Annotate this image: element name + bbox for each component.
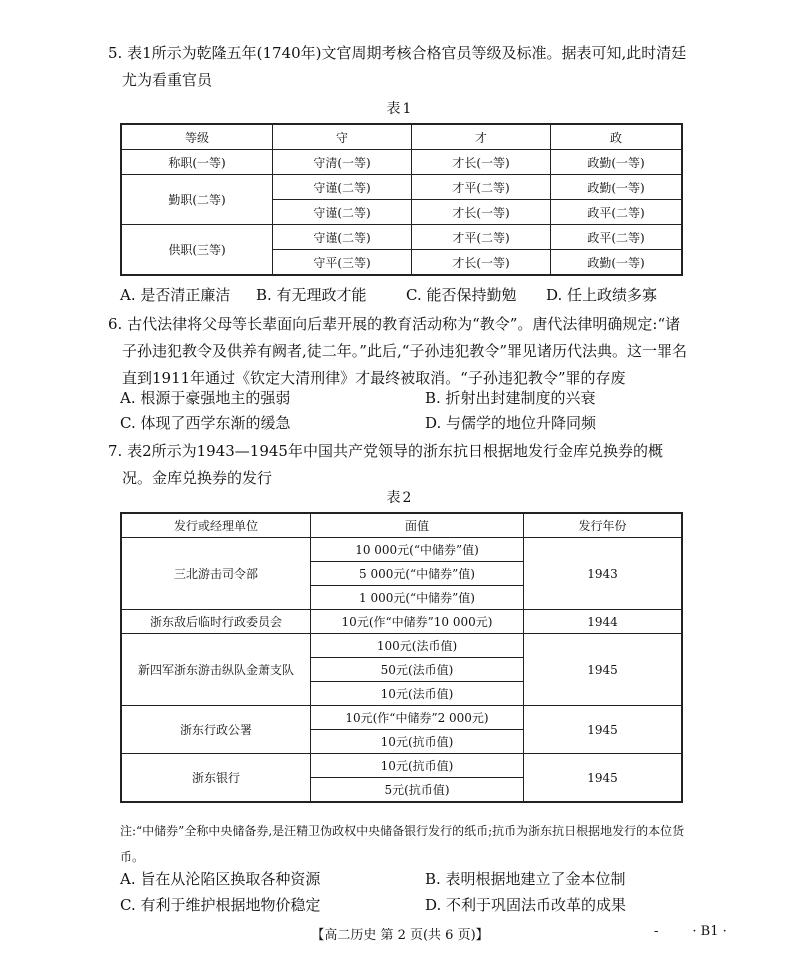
table-header: 等级 bbox=[121, 124, 273, 150]
option-a: A. 旨在从沦陷区换取各种资源 bbox=[120, 870, 321, 888]
footer-mark bbox=[654, 924, 727, 939]
option-a: A. 是否清正廉洁 bbox=[120, 286, 231, 304]
table-header: 才 bbox=[412, 124, 551, 150]
table-row bbox=[121, 175, 682, 200]
table-cell: 守谨(二等) bbox=[273, 200, 412, 225]
table-cell: 浙东行政公署 bbox=[121, 706, 311, 754]
option-d: D. 不利于巩固法币改革的成果 bbox=[425, 896, 627, 914]
option-d: D. 与儒学的地位升降同频 bbox=[425, 414, 597, 432]
table-cell: 才长(一等) bbox=[412, 250, 551, 276]
table-cell: 才长(一等) bbox=[412, 150, 551, 175]
table-cell: 政勤(一等) bbox=[551, 150, 683, 175]
option-c: C. 体现了西学东渐的缓急 bbox=[120, 414, 291, 432]
table-row bbox=[121, 706, 682, 730]
table-cell: 10元(抗币值) bbox=[311, 730, 524, 754]
table-cell: 1945 bbox=[524, 634, 683, 706]
table-cell: 新四军浙东游击纵队金萧支队 bbox=[121, 634, 311, 706]
table-cell: 供职(三等) bbox=[121, 225, 273, 276]
table-cell: 50元(法币值) bbox=[311, 658, 524, 682]
table-header: 面值 bbox=[311, 513, 524, 538]
table-cell: 10元(作“中储券”10 000元) bbox=[311, 610, 524, 634]
question-6-options-row1 bbox=[120, 387, 596, 408]
table-cell: 5元(抗币值) bbox=[311, 778, 524, 803]
table-cell: 10元(法币值) bbox=[311, 682, 524, 706]
option-c: C. 能否保持勤勉 bbox=[406, 286, 517, 304]
table-cell: 守谨(二等) bbox=[273, 225, 412, 250]
footer-dash: - bbox=[654, 924, 659, 939]
table-cell: 勤职(二等) bbox=[121, 175, 273, 225]
option-c: C. 有利于维护根据地物价稳定 bbox=[120, 896, 321, 914]
question-7 bbox=[108, 438, 688, 492]
table-cell: 10元(作“中储券”2 000元) bbox=[311, 706, 524, 730]
table-cell: 政勤(一等) bbox=[551, 175, 683, 200]
table-cell: 政平(二等) bbox=[551, 200, 683, 225]
table-2-note: 注:“中储券”全称中央储备券,是汪精卫伪政权中央储备银行发行的纸币;抗币为浙东抗日根据地发行的本位货币。 bbox=[120, 824, 685, 864]
question-7-stem: 7. 表2所示为1943—1945年中国共产党领导的浙东抗日根据地发行金库兑换券的概况。金库兑换券的发行 bbox=[108, 442, 663, 487]
table-header: 政 bbox=[551, 124, 683, 150]
table-cell: 1944 bbox=[524, 610, 683, 634]
question-7-options-row2 bbox=[120, 894, 626, 915]
table-row bbox=[121, 225, 682, 250]
table-cell: 1943 bbox=[524, 538, 683, 610]
table-row bbox=[121, 150, 682, 175]
question-7-options-row1 bbox=[120, 868, 626, 889]
table-cell: 守平(三等) bbox=[273, 250, 412, 276]
question-5-stem: 5. 表1所示为乾隆五年(1740年)文官周期考核合格官员等级及标准。据表可知,此时清廷尤为看重官员 bbox=[108, 44, 687, 89]
table-cell: 称职(一等) bbox=[121, 150, 273, 175]
table-cell: 政勤(一等) bbox=[551, 250, 683, 276]
table-header: 发行或经理单位 bbox=[121, 513, 311, 538]
table-row bbox=[121, 513, 682, 538]
table-row bbox=[121, 538, 682, 562]
table-1 bbox=[120, 123, 683, 276]
table-cell: 10 000元(“中储券”值) bbox=[311, 538, 524, 562]
table-cell: 才平(二等) bbox=[412, 175, 551, 200]
table-cell: 100元(法币值) bbox=[311, 634, 524, 658]
option-b: B. 有无理政才能 bbox=[256, 286, 367, 304]
footer-code: · B1 · bbox=[692, 924, 727, 939]
table-cell: 三北游击司令部 bbox=[121, 538, 311, 610]
table-cell: 守谨(二等) bbox=[273, 175, 412, 200]
table-header: 守 bbox=[273, 124, 412, 150]
table-2-caption: 表2 bbox=[386, 490, 414, 506]
table-cell: 浙东敌后临时行政委员会 bbox=[121, 610, 311, 634]
question-6-stem: 6. 古代法律将父母等长辈面向后辈开展的教育活动称为“教令”。唐代法律明确规定:“诸子孙违犯教令及供养有阙者,徒二年。”此后,“子孙违犯教令”罪见诸历代法典。这一罪名直到1911年通过《钦定大清刑律》才最终被取消。“子孙违犯教令”罪的存废 bbox=[108, 315, 688, 387]
option-b: B. 表明根据地建立了金本位制 bbox=[425, 870, 626, 888]
table-cell: 才长(一等) bbox=[412, 200, 551, 225]
table-row bbox=[121, 634, 682, 658]
table-cell: 1945 bbox=[524, 706, 683, 754]
table-cell: 5 000元(“中储券”值) bbox=[311, 562, 524, 586]
table-row bbox=[121, 610, 682, 634]
question-6-options-row2 bbox=[120, 412, 596, 433]
option-b: B. 折射出封建制度的兴衰 bbox=[425, 389, 596, 407]
question-5 bbox=[108, 40, 688, 94]
page-footer: 【高二历史 第 2 页(共 6 页)】 bbox=[311, 928, 489, 943]
table-row bbox=[121, 754, 682, 778]
table-cell: 1 000元(“中储券”值) bbox=[311, 586, 524, 610]
table-header: 发行年份 bbox=[524, 513, 683, 538]
table-cell: 守清(一等) bbox=[273, 150, 412, 175]
table-2 bbox=[120, 512, 683, 803]
table-1-caption: 表1 bbox=[386, 101, 414, 117]
table-cell: 10元(抗币值) bbox=[311, 754, 524, 778]
question-5-options bbox=[120, 284, 657, 305]
option-d: D. 任上政绩多寡 bbox=[546, 286, 658, 304]
table-row bbox=[121, 124, 682, 150]
table-cell: 1945 bbox=[524, 754, 683, 803]
question-6 bbox=[108, 311, 688, 392]
table-cell: 政平(二等) bbox=[551, 225, 683, 250]
table-cell: 才平(二等) bbox=[412, 225, 551, 250]
option-a: A. 根源于豪强地主的强弱 bbox=[120, 389, 291, 407]
table-cell: 浙东银行 bbox=[121, 754, 311, 803]
